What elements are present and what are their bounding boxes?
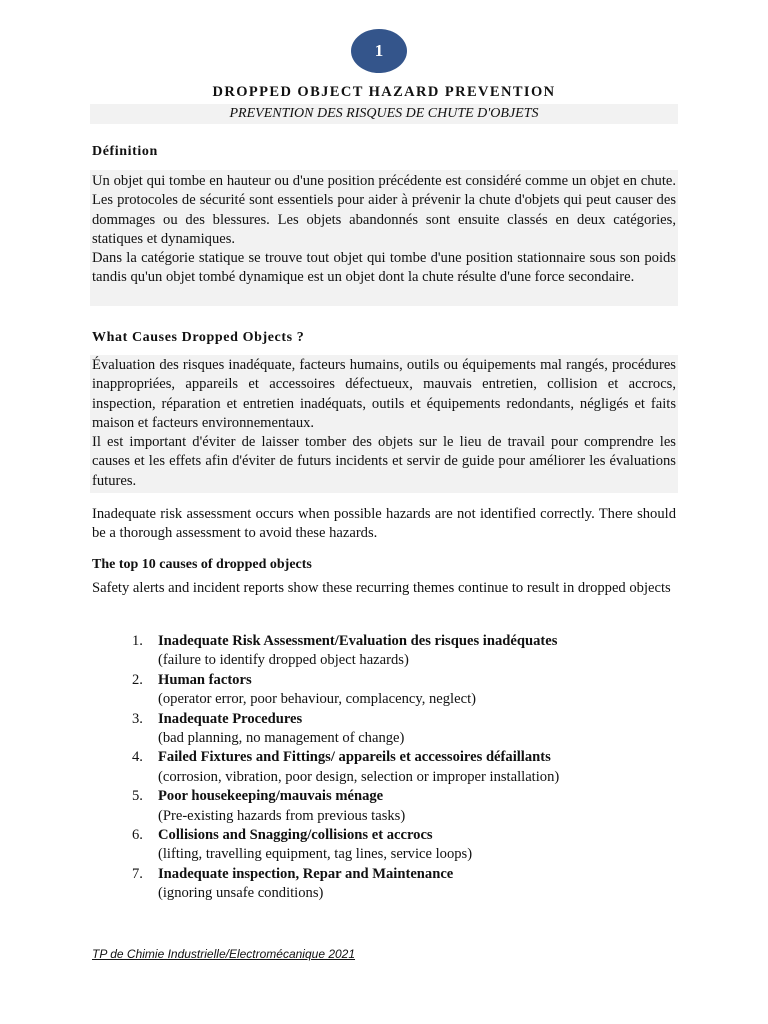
list-item-number: 3. [132, 710, 143, 727]
list-item [92, 748, 652, 787]
list-item [92, 865, 652, 904]
definition-paragraph-1: Un objet qui tombe en hauteur ou d'une position précédente est considéré comme un objet en chute. Les protocoles de sécurité sont essentiels pour aider à prévenir la chute d'objets qui peut causer des dommages ou des blessures. Les objets abandonnés sont ensuite classés en deux catégories, statiques et dynamiques. [92, 173, 676, 247]
list-item-detail: (failure to identify dropped object hazards) [158, 652, 409, 669]
list-item [92, 710, 652, 749]
list-item-title: Collisions and Snagging/collisions et accrocs [158, 827, 433, 844]
definition-paragraph-2: Dans la catégorie statique se trouve tout objet qui tombe d'une position stationnaire sous son poids tandis qu'un objet tombé dynamique est un objet dont la chute résulte d'une force secondaire. [92, 250, 676, 286]
assessment-paragraph: Inadequate risk assessment occurs when possible hazards are not identified correctly. There should be a thorough assessment to avoid these hazards. [92, 506, 676, 542]
definition-heading: Définition [92, 144, 158, 159]
list-item-title: Inadequate Risk Assessment/Evaluation des risques inadéquates [158, 633, 558, 649]
list-item-number: 4. [132, 749, 143, 766]
list-item-number: 6. [132, 827, 143, 844]
causes-paragraph-1: Évaluation des risques inadéquate, facteurs humains, outils ou équipements mal rangés, procédures inappropriées, appareils et accessoires défectueux, mauvais entretien, collision et accrocs, inspection, réparation et entretien inadéquats, outils et équipements redondants, négligés et faits maison et facteurs environnementaux. [92, 357, 676, 431]
top-causes-heading: The top 10 causes of dropped objects [92, 557, 312, 572]
list-item-title: Failed Fixtures and Fittings/ appareils et accessoires défaillants [158, 749, 551, 766]
document-subtitle: PREVENTION DES RISQUES DE CHUTE D'OBJETS [90, 104, 678, 124]
definition-body [92, 172, 676, 288]
list-item-number: 2. [132, 671, 143, 688]
list-item-title: Inadequate Procedures [158, 710, 303, 727]
page-number-badge: 1 [351, 29, 407, 73]
causes-list [92, 632, 652, 904]
list-item-number: 1. [132, 633, 143, 649]
list-item [92, 787, 652, 826]
list-item-number: 7. [132, 865, 143, 882]
causes-body [92, 356, 676, 491]
document-title: DROPPED OBJECT HAZARD PREVENTION [212, 84, 556, 100]
causes-heading: What Causes Dropped Objects ? [92, 330, 305, 345]
causes-paragraph-2: Il est important d'éviter de laisser tomber des objets sur le lieu de travail pour comprendre les causes et les effets afin d'éviter de futurs incidents et servir de guide pour améliorer les évaluations futures. [92, 434, 676, 489]
top-causes-intro: Safety alerts and incident reports show these recurring themes continue to result in dropped objects [92, 580, 671, 596]
list-item [92, 632, 652, 671]
list-item-detail: (lifting, travelling equipment, tag lines, service loops) [158, 846, 473, 863]
list-item [92, 671, 652, 710]
list-item-number: 5. [132, 788, 143, 805]
list-item-detail: (ignoring unsafe conditions) [158, 885, 324, 902]
list-item-detail: (operator error, poor behaviour, complacency, neglect) [158, 691, 476, 708]
list-item-detail: (corrosion, vibration, poor design, selection or improper installation) [158, 768, 560, 785]
list-item-detail: (Pre-existing hazards from previous tasks) [158, 807, 406, 824]
list-item-detail: (bad planning, no management of change) [158, 730, 405, 747]
list-item-title: Human factors [158, 671, 252, 688]
list-item [92, 826, 652, 865]
list-item-title: Inadequate inspection, Repar and Maintenance [158, 865, 454, 882]
page-footer: TP de Chimie Industrielle/Electromécanique 2021 [92, 947, 356, 961]
list-item-title: Poor housekeeping/mauvais ménage [158, 788, 384, 805]
